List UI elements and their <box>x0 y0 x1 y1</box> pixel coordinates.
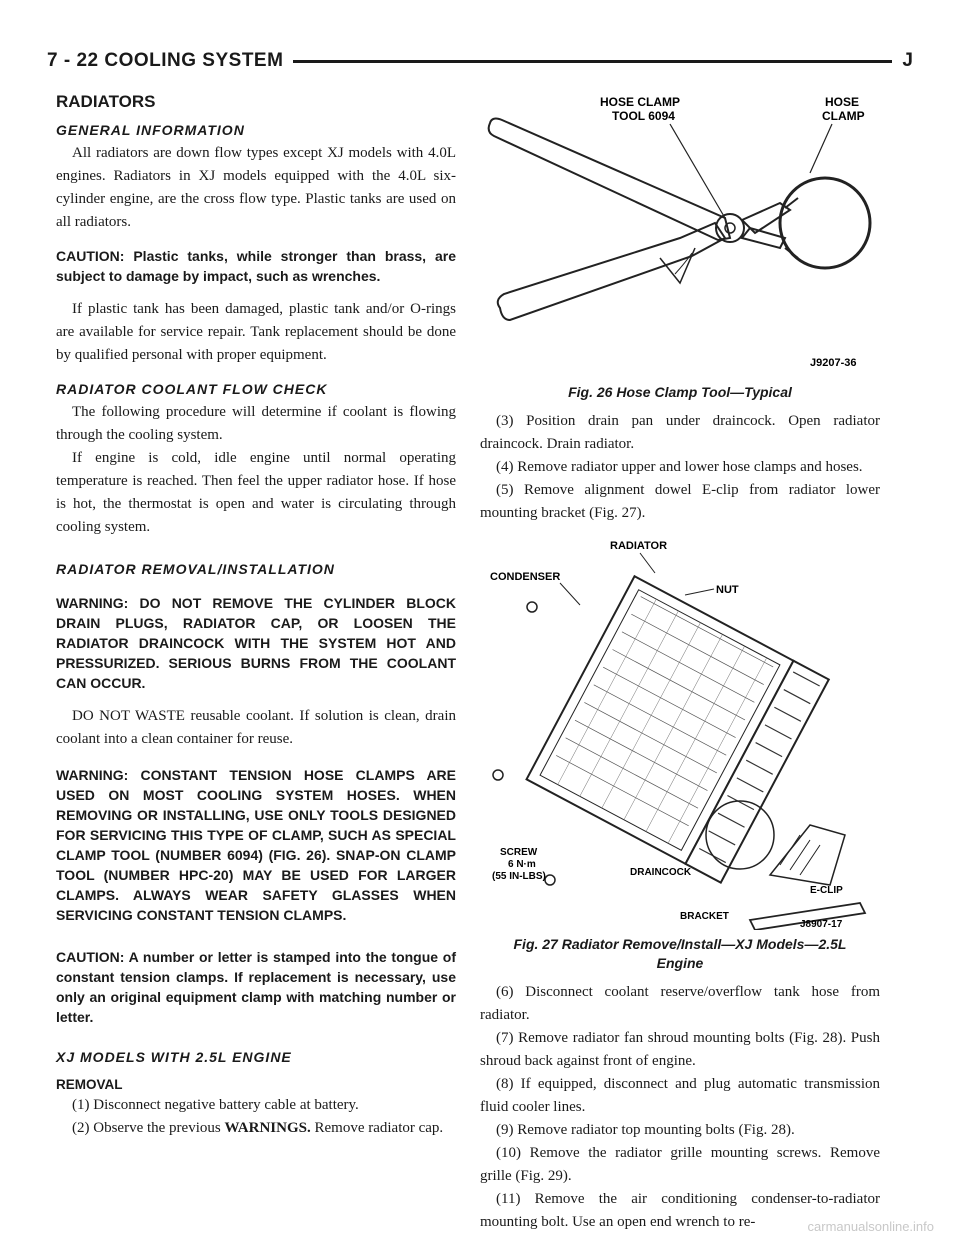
waste-paragraph: DO NOT WASTE reusable coolant. If solution is clean, drain coolant into a clean container for reuse. <box>56 708 456 747</box>
step-1: (1) Disconnect negative battery cable at battery. <box>72 1097 359 1113</box>
radiator-remove-install-illustration <box>480 535 880 930</box>
label-screw-1: SCREW <box>500 847 538 858</box>
heading-xj-2-5l: XJ MODELS WITH 2.5L ENGINE <box>56 1049 292 1065</box>
figure-26 <box>480 88 880 402</box>
label-radiator: RADIATOR <box>610 540 668 552</box>
label-eclip: E-CLIP <box>810 885 843 896</box>
label-screw-3: (55 IN-LBS) <box>492 871 546 882</box>
fig27-caption-line2: Engine <box>656 955 704 971</box>
step-4: (4) Remove radiator upper and lower hose clamps and hoses. <box>496 459 863 475</box>
step-11: (11) Remove the air conditioning condenser-to-radiator mounting bolt. Use an open end wrench to re- <box>480 1191 880 1230</box>
heading-removal: REMOVAL <box>56 1077 123 1092</box>
step-2-text-c: Remove radiator cap. <box>310 1120 444 1136</box>
tank-paragraph: If plastic tank has been damaged, plastic tank and/or O-rings are available for service repair. Tank replacement should be done by qualified personal with proper equipment. <box>56 301 456 363</box>
step-10: (10) Remove the radiator grille mounting screws. Remove grille (Fig. 29). <box>480 1145 880 1184</box>
label-bracket: BRACKET <box>680 911 729 922</box>
step-9: (9) Remove radiator top mounting bolts (Fig. 28). <box>496 1122 795 1138</box>
header-letter: J <box>892 50 913 72</box>
label-tool-line1: HOSE CLAMP <box>600 95 681 109</box>
caution-clamp-tongue: CAUTION: A number or letter is stamped into the tongue of constant tension clamps. If replacement is necessary, use only an original equipment clamp with matching number or letter. <box>56 949 456 1025</box>
label-tool-line2: TOOL 6094 <box>612 109 675 123</box>
header-page-title: 7 - 22 COOLING SYSTEM <box>47 50 293 72</box>
warning-hose-clamps: WARNING: CONSTANT TENSION HOSE CLAMPS ARE USED ON MOST COOLING SYSTEM HOSES. WHEN REMOVING OR INSTALLING, USE ONLY TOOLS DESIGNED FOR SERVICING THIS TYPE OF CLAMP, SUCH AS SPECIAL CLAMP TOOL (NUMBER 6094) (FIG. 26). SNAP-ON CLAMP TOOL (NUMBER HPC-20) MAY BE USED FOR LARGER CLAMPS. ALWAYS WEAR SAFETY GLASSES WHEN SERVICING CONSTANT TENSION CLAMPS. <box>56 767 456 923</box>
figure-27 <box>480 535 880 973</box>
heading-general-information: GENERAL INFORMATION <box>56 122 245 138</box>
warning-drain-plugs: WARNING: DO NOT REMOVE THE CYLINDER BLOCK DRAIN PLUGS, RADIATOR CAP, OR LOOSEN THE RADIATOR DRAINCOCK WITH THE SYSTEM HOT AND PRESSURIZED. SERIOUS BURNS FROM THE COOLANT CAN OCCUR. <box>56 595 456 691</box>
heading-coolant-flow-check: RADIATOR COOLANT FLOW CHECK <box>56 381 328 397</box>
fig27-code: J8907-17 <box>800 919 843 930</box>
step-5: (5) Remove alignment dowel E-clip from radiator lower mounting bracket (Fig. 27). <box>480 482 880 521</box>
heading-removal-installation: RADIATOR REMOVAL/INSTALLATION <box>56 561 335 577</box>
section-title: RADIATORS <box>56 92 156 111</box>
fig26-code: J9207-36 <box>810 357 857 369</box>
step-2-text-a: (2) Observe the previous <box>72 1120 225 1136</box>
label-screw-2: 6 N·m <box>508 859 536 870</box>
fig27-caption-line1: Fig. 27 Radiator Remove/Install—XJ Models—2.5L <box>513 936 847 952</box>
flow-paragraph-2: If engine is cold, idle engine until normal operating temperature is reached. Then feel the upper radiator hose. If hose is hot, the thermostat is open and water is circulating through cooling system. <box>56 450 456 535</box>
general-paragraph: All radiators are down flow types except XJ models with 4.0L engines. Radiators in XJ models equipped with the 4.0L six-cylinder engine, are the cross flow type. Plastic tanks are used on all radiators. <box>56 145 456 230</box>
caution-plastic-tanks: CAUTION: Plastic tanks, while stronger than brass, are subject to damage by impact, such as wrenches. <box>56 248 456 284</box>
step-3: (3) Position drain pan under draincock. Open radiator draincock. Drain radiator. <box>480 413 880 452</box>
page-header <box>47 46 913 76</box>
label-draincock: DRAINCOCK <box>630 867 692 878</box>
step-2 <box>56 1117 456 1140</box>
left-column <box>56 88 456 1140</box>
right-column <box>480 88 880 1234</box>
label-condenser: CONDENSER <box>490 571 561 583</box>
watermark-footer: carmanualsonline.info <box>807 1219 934 1234</box>
label-clamp-line2: CLAMP <box>822 109 865 123</box>
label-clamp-line1: HOSE <box>825 95 860 109</box>
step-7: (7) Remove radiator fan shroud mounting bolts (Fig. 28). Push shroud back against front of engine. <box>480 1030 880 1069</box>
step-6: (6) Disconnect coolant reserve/overflow tank hose from radiator. <box>480 984 880 1023</box>
fig26-caption: Fig. 26 Hose Clamp Tool—Typical <box>568 384 792 400</box>
label-nut: NUT <box>716 584 739 596</box>
hose-clamp-tool-illustration <box>480 88 880 378</box>
step-8: (8) If equipped, disconnect and plug automatic transmission fluid cooler lines. <box>480 1076 880 1115</box>
flow-paragraph-1: The following procedure will determine if coolant is flowing through the cooling system. <box>56 404 456 443</box>
step-2-warnings: WARNINGS. <box>224 1120 311 1136</box>
